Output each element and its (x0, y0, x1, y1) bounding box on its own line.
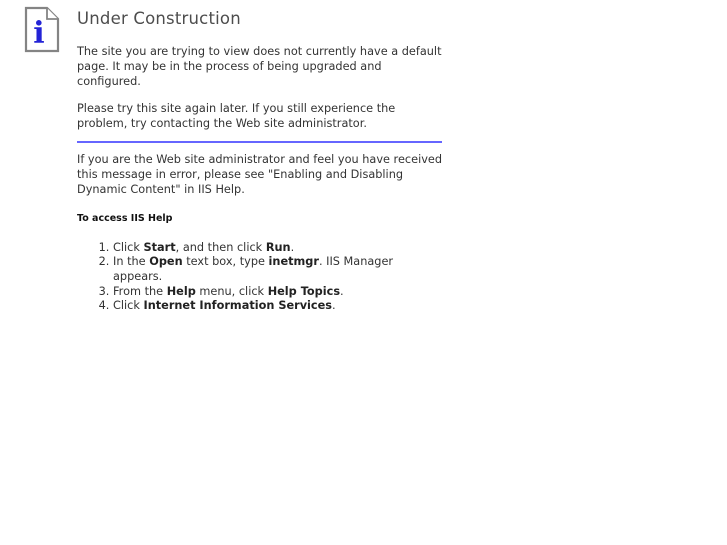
step-text: From the (113, 284, 167, 298)
step-text: . IIS Manager (318, 255, 394, 269)
text-line: problem, try contacting the Web site administrator. (77, 117, 367, 131)
step-keyword: inetmgr (268, 255, 319, 269)
step-keyword: Start (143, 240, 176, 254)
text-line: Dynamic Content" in IIS Help. (77, 182, 245, 196)
admin-paragraph (77, 153, 457, 197)
step-text: . (332, 299, 336, 313)
step-text: text box, type (182, 255, 269, 269)
intro-paragraph (77, 45, 457, 89)
main-content (77, 8, 457, 314)
text-line: page. It may be in the process of being upgraded and (77, 59, 382, 73)
step-text: menu, click (195, 284, 268, 298)
page-title: Under Construction (77, 9, 241, 28)
step-keyword: Run (265, 240, 291, 254)
list-item-step-2 (113, 255, 433, 284)
step-text: Click (113, 240, 144, 254)
text-line: this message in error, please see "Enabling and Disabling (77, 167, 404, 181)
text-line: If you are the Web site administrator and feel you have received (77, 152, 443, 166)
step-text: , and then click (175, 240, 266, 254)
info-document-icon (23, 6, 61, 58)
help-access-heading: To access IIS Help (77, 213, 173, 225)
step-text: . (290, 240, 295, 254)
retry-paragraph (77, 102, 457, 132)
step-text: In the (113, 255, 150, 269)
list-item-step-1 (113, 241, 433, 256)
step-text: . (340, 284, 344, 298)
text-line: configured. (77, 74, 141, 88)
text-line: Please try this site again later. If you still experience the (77, 102, 396, 116)
step-text: appears. (113, 270, 163, 284)
list-item-step-3 (113, 285, 433, 300)
step-keyword: Internet Information Services (143, 299, 333, 313)
info-letter-glyph: i (33, 16, 45, 51)
step-keyword: Open (149, 255, 183, 269)
step-keyword: Help Topics (267, 284, 341, 298)
list-item-step-4 (113, 299, 433, 314)
text-line: The site you are trying to view does not currently have a default (77, 45, 442, 58)
info-document-icon-svg (23, 6, 61, 54)
step-text: Click (113, 299, 144, 313)
step-keyword: Help (166, 284, 196, 298)
iis-help-steps-list (77, 241, 433, 314)
divider-rule (77, 141, 442, 143)
